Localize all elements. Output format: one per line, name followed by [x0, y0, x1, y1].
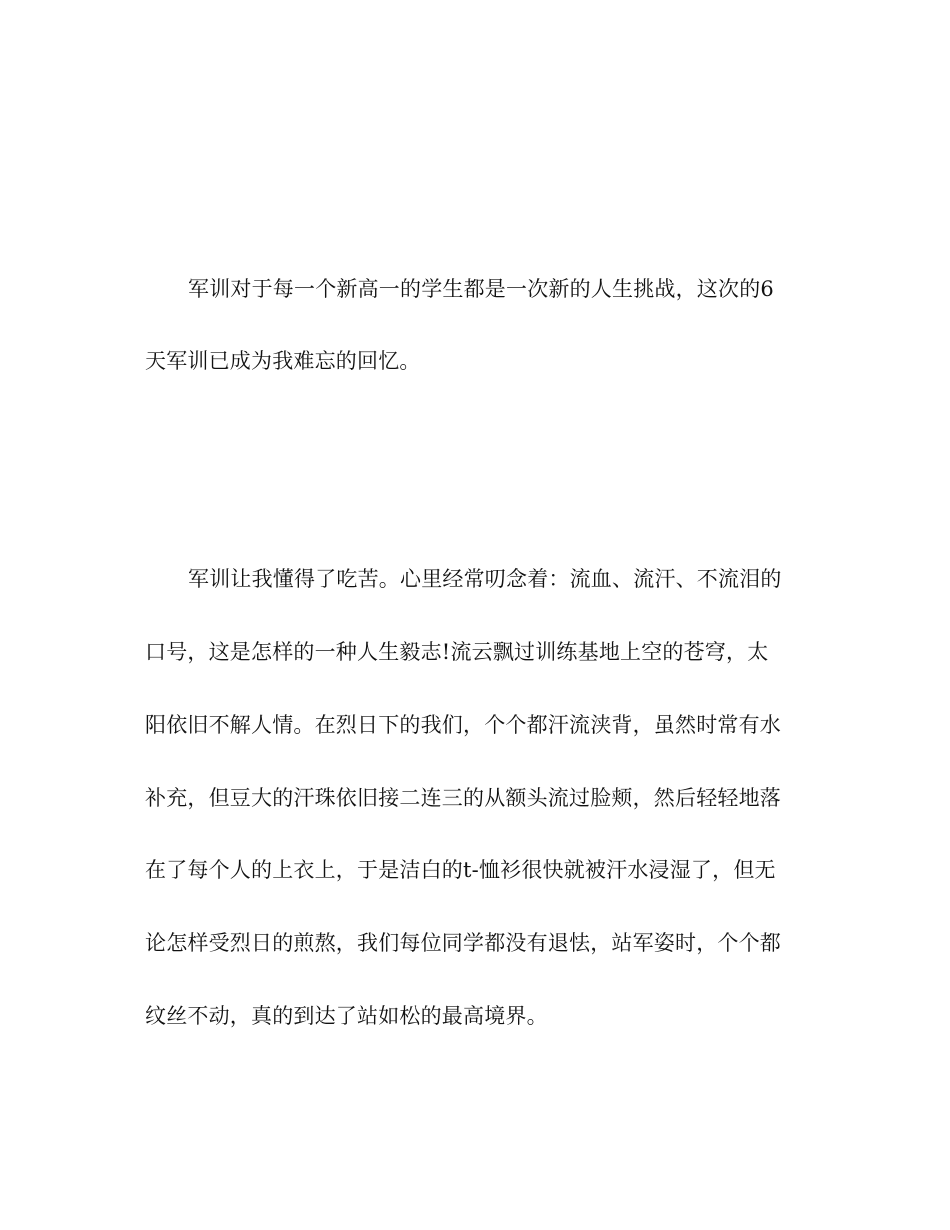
paragraph-2-line-2: 口号，这是怎样的一种人生毅志!流云飘过训练基地上空的苍穹，太 — [145, 640, 769, 664]
paragraph-1-line-1: 军训对于每一个新高一的学生都是一次新的人生挑战，这次的6 — [188, 277, 774, 301]
paragraph-2-line-7: 纹丝不动，真的到达了站如松的最高境界。 — [145, 1004, 548, 1028]
paragraph-2-line-3: 阳依旧不解人情。在烈日下的我们，个个都汗流浃背，虽然时常有水 — [145, 713, 781, 737]
paragraph-1-line-2: 天军训已成为我难忘的回忆。 — [145, 349, 421, 373]
paragraph-2-line-5: 在了每个人的上衣上，于是洁白的t-恤衫很快就被汗水浸湿了，但无 — [145, 858, 776, 882]
paragraph-2-line-1: 军训让我懂得了吃苦。心里经常叨念着：流血、流汗、不流泪的 — [188, 567, 782, 591]
paragraph-2-line-6: 论怎样受烈日的煎熬，我们每位同学都没有退怯，站军姿时，个个都 — [145, 931, 781, 955]
paragraph-2-line-4: 补充，但豆大的汗珠依旧接二连三的从额头流过脸颊，然后轻轻地落 — [145, 786, 781, 810]
